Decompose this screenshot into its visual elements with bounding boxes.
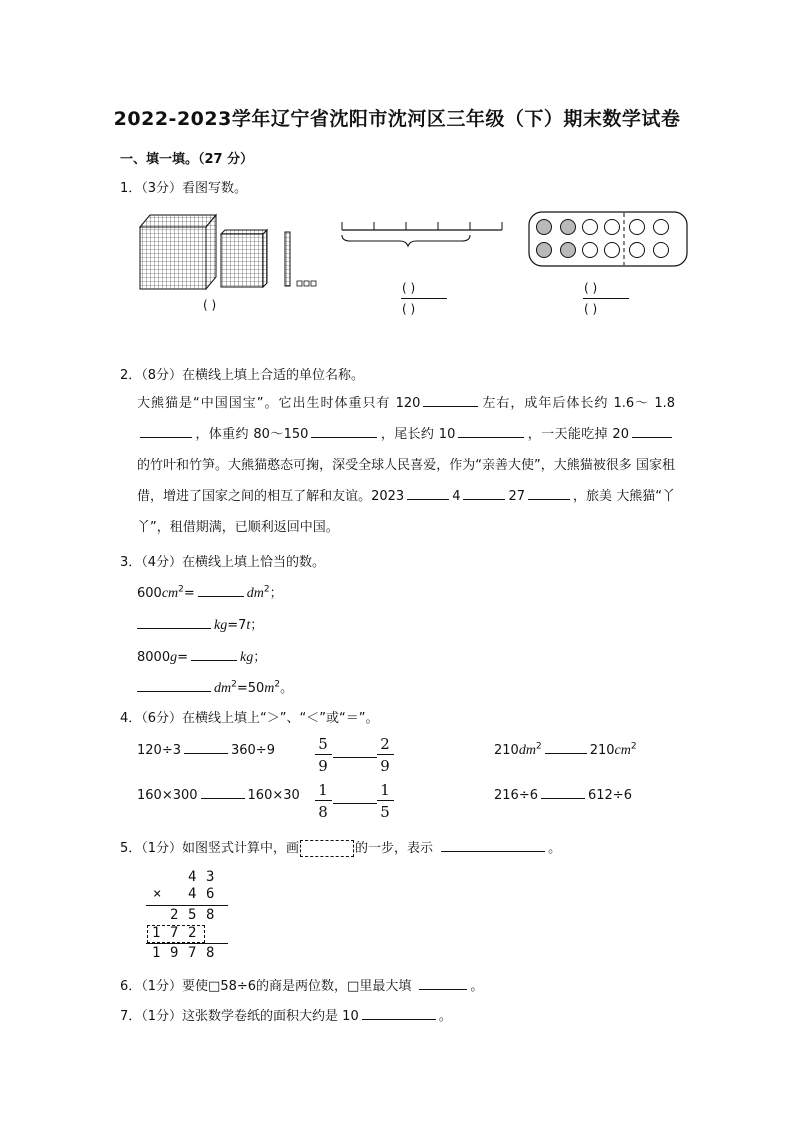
q4-blank-2[interactable] (333, 757, 377, 758)
digit: 7 (188, 945, 197, 961)
digit: 8 (206, 945, 215, 961)
q4-frac-5-9-den: 9 (318, 757, 328, 775)
digit: 4 (188, 869, 197, 885)
q1-prompt: 1．（3分）看图写数。 (120, 181, 248, 196)
q5-answer-blank[interactable] (441, 839, 545, 852)
q4-frac-1-5-num: 1 (380, 781, 390, 799)
q4-frac-2-9-den: 9 (380, 757, 390, 775)
digit: 7 (170, 925, 179, 941)
q6-prompt: 6．（1分）要使□58÷6的商是两位数，□里最大填 。 (120, 979, 484, 994)
digit: 2 (170, 907, 179, 923)
q6-answer-blank[interactable] (419, 977, 467, 990)
q4-frac-5-9-num: 5 (318, 735, 328, 753)
q2-blank-7[interactable] (463, 487, 505, 500)
q4-frac-2-9-num: 2 (380, 735, 390, 753)
digit: 3 (206, 869, 215, 885)
digit: 6 (206, 886, 215, 902)
thousand-cube-1 (140, 215, 216, 289)
dashed-box-icon (300, 840, 354, 857)
q4-blank-1[interactable] (184, 741, 228, 754)
q2-paragraph: 大熊猫是“中国国宝”。它出生时体重只有 120 左右，成年后体长约 1.6～ 1.8，体重约 80～150 ，尾长约 10 ，一天能吃掉 20的竹叶和竹笋。大熊猫憨态可掬，深受全球人民喜爱，作为“亲善大使”，大熊猫被很多 国家租借，增进了国家之间的相互了解和友谊。2023 4 27 ，旅美 大熊猫“丫丫”，租借期满，已顺利返回中国。 (137, 396, 676, 535)
q3-blank-4[interactable] (137, 679, 211, 692)
hundred-flat (221, 230, 267, 287)
q4-compare-4: 160×300 160×30 (137, 788, 300, 803)
base-ten-blocks-figure (130, 205, 330, 295)
q4-compare-6: 216÷6 612÷6 (494, 788, 632, 803)
q4-frac-1-8-den: 8 (318, 803, 328, 821)
digit: 4 (188, 886, 197, 902)
q4-blank-4[interactable] (201, 786, 245, 799)
digit: 2 (188, 925, 197, 941)
times-sign: × (153, 886, 162, 902)
q4-prompt: 4．（6分）在横线上填上“＞”、“＜”或“＝”。 (120, 711, 379, 726)
ten-rod (285, 232, 290, 286)
number-line-figure (338, 210, 506, 270)
q3-blank-3[interactable] (191, 648, 237, 661)
q1-fraction-numerator-blank-2[interactable]: ( ) (402, 281, 416, 295)
digit: 8 (206, 907, 215, 923)
digit: 1 (152, 925, 161, 941)
q2-blank-4[interactable] (458, 425, 524, 438)
section-heading: 一、填一填。（27 分） (120, 152, 254, 167)
q3-blank-2[interactable] (137, 616, 211, 629)
q4-compare-3: $210dm^2$ $210cm^2$ (494, 741, 637, 758)
q4-blank-6[interactable] (541, 786, 585, 799)
q2-blank-3[interactable] (311, 425, 377, 438)
q2-blank-5[interactable] (632, 425, 672, 438)
q3-line-3: 8000g= kg； (137, 650, 267, 665)
q7-prompt: 7．（1分）这张数学卷纸的面积大约是 10 。 (120, 1009, 452, 1024)
digit: 9 (170, 945, 179, 961)
q2-blank-6[interactable] (407, 487, 449, 500)
q3-blank-1[interactable] (198, 584, 244, 597)
q3-line-4: $dm^2=50m^2$。 (137, 677, 293, 697)
digit: 1 (152, 945, 161, 961)
q3-line-1: $600cm^2= dm^2$； (137, 584, 283, 601)
circle-frame-figure (527, 210, 689, 268)
q4-blank-5[interactable] (333, 803, 377, 804)
q3-line-2: kg=7t； (137, 614, 263, 634)
q1-fraction-denominator-blank-3[interactable]: ( ) (584, 302, 598, 316)
q2-blank-8[interactable] (528, 487, 570, 500)
q4-compare-1: 120÷3 360÷9 (137, 743, 275, 758)
q2-blank-1[interactable] (423, 394, 478, 407)
q4-blank-3[interactable] (545, 741, 587, 754)
q7-answer-blank[interactable] (362, 1007, 436, 1020)
q1-fraction-numerator-blank-3[interactable]: ( ) (584, 281, 598, 295)
q1-answer-blank-1[interactable]: ( ) (203, 298, 217, 312)
digit: 5 (188, 907, 197, 923)
q2-prompt: 2．（8分）在横线上填上合适的单位名称。 (120, 368, 365, 383)
q2-blank-2[interactable] (140, 425, 192, 438)
q3-prompt: 3．（4分）在横线上填上恰当的数。 (120, 555, 326, 570)
q1-fraction-denominator-blank-2[interactable]: ( ) (402, 302, 416, 316)
page-title: 2022-2023学年辽宁省沈阳市沈河区三年级（下）期末数学试卷 (113, 108, 681, 130)
q4-frac-1-5-den: 5 (380, 803, 390, 821)
unit-cubes (297, 281, 316, 286)
q5-prompt: 5．（1分）如图竖式计算中，画 的一步，表示 。 (120, 841, 562, 856)
q4-frac-1-8-num: 1 (318, 781, 328, 799)
